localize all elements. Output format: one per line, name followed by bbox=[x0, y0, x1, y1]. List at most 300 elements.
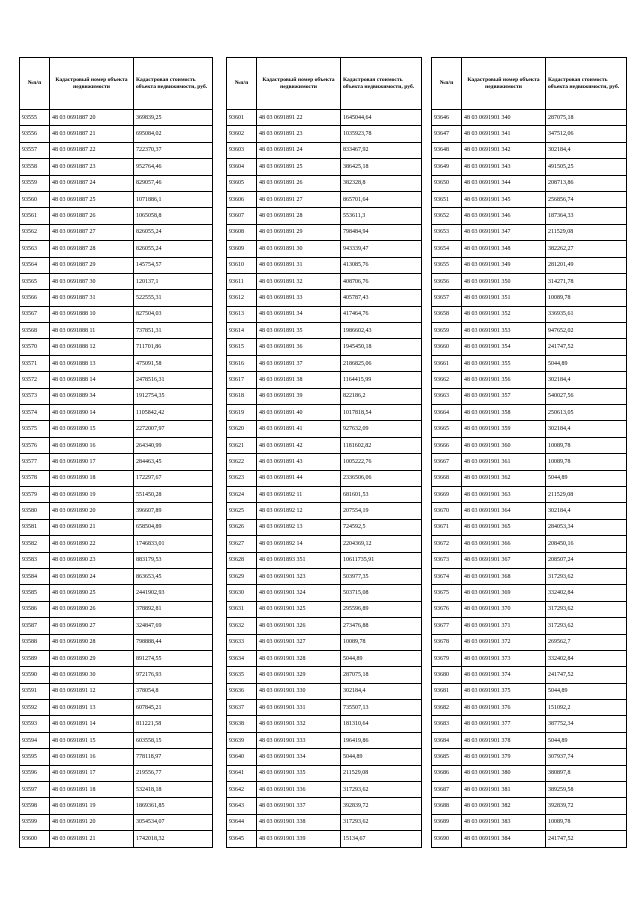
table-row bbox=[227, 519, 422, 535]
table-row bbox=[20, 618, 213, 634]
cadastral-value-cell: 5044,89 bbox=[546, 732, 627, 748]
cadastral-number-cell: 48 03 0691891 41 bbox=[257, 421, 341, 437]
cadastral-value-cell: 2441902,93 bbox=[134, 585, 213, 601]
cadastral-number-cell: 48 03 0691891 16 bbox=[50, 749, 134, 765]
table-row bbox=[227, 273, 422, 289]
table-row bbox=[227, 159, 422, 175]
row-num-cell: 93628 bbox=[227, 552, 257, 568]
row-num-cell: 93645 bbox=[227, 831, 257, 847]
row-num-cell: 93640 bbox=[227, 749, 257, 765]
cadastral-value-cell: 737851,31 bbox=[134, 323, 213, 339]
table-row bbox=[432, 224, 627, 240]
cadastral-value-cell: 380897,8 bbox=[546, 765, 627, 781]
cadastral-number-cell: 48 03 0691901 371 bbox=[462, 618, 546, 634]
cadastral-value-cell: 317293,62 bbox=[546, 568, 627, 584]
table-row bbox=[227, 503, 422, 519]
table-row bbox=[432, 814, 627, 830]
cadastral-value-cell: 386425,18 bbox=[341, 159, 422, 175]
cadastral-value-cell: 208713,86 bbox=[546, 175, 627, 191]
table-row bbox=[227, 454, 422, 470]
row-num-cell: 93556 bbox=[20, 126, 50, 142]
cadastral-number-cell: 48 03 0691891 34 bbox=[257, 306, 341, 322]
cadastral-number-cell: 48 03 0691901 361 bbox=[462, 454, 546, 470]
cadastral-number-cell: 48 03 0691888 12 bbox=[50, 339, 134, 355]
cadastral-number-cell: 48 03 0691887 24 bbox=[50, 175, 134, 191]
header-num: №п/п bbox=[432, 58, 462, 110]
cadastral-number-cell: 48 03 0691888 14 bbox=[50, 372, 134, 388]
cadastral-value-cell: 378054,8 bbox=[134, 683, 213, 699]
cadastral-table-1 bbox=[19, 57, 213, 848]
table-row bbox=[432, 831, 627, 847]
table-row bbox=[432, 388, 627, 404]
cadastral-number-cell: 48 03 0691891 43 bbox=[257, 454, 341, 470]
cadastral-value-cell: 287075,18 bbox=[341, 667, 422, 683]
table-row bbox=[432, 700, 627, 716]
cadastral-number-cell: 48 03 0691901 336 bbox=[257, 782, 341, 798]
cadastral-value-cell: 1181602,82 bbox=[341, 437, 422, 453]
row-num-cell: 93615 bbox=[227, 339, 257, 355]
table-header-row bbox=[432, 58, 627, 110]
cadastral-number-cell: 48 03 0691901 331 bbox=[257, 700, 341, 716]
row-num-cell: 93577 bbox=[20, 454, 50, 470]
cadastral-number-cell: 48 03 0691901 366 bbox=[462, 536, 546, 552]
table-row bbox=[20, 782, 213, 798]
cadastral-value-cell: 1017818,54 bbox=[341, 405, 422, 421]
cadastral-number-cell: 48 03 0691891 35 bbox=[257, 323, 341, 339]
row-num-cell: 93688 bbox=[432, 798, 462, 814]
cadastral-value-cell: 264340,99 bbox=[134, 437, 213, 453]
row-num-cell: 93590 bbox=[20, 667, 50, 683]
row-num-cell: 93637 bbox=[227, 700, 257, 716]
table-row bbox=[20, 159, 213, 175]
table-row bbox=[227, 175, 422, 191]
table-row bbox=[20, 306, 213, 322]
table-row bbox=[20, 126, 213, 142]
cadastral-value-cell: 551450,28 bbox=[134, 486, 213, 502]
cadastral-value-cell: 336935,61 bbox=[546, 306, 627, 322]
table-row bbox=[432, 372, 627, 388]
cadastral-number-cell: 48 03 0691901 376 bbox=[462, 700, 546, 716]
cadastral-number-cell: 48 03 0691901 344 bbox=[462, 175, 546, 191]
cadastral-table-3 bbox=[431, 57, 627, 848]
row-num-cell: 93646 bbox=[432, 110, 462, 126]
row-num-cell: 93608 bbox=[227, 224, 257, 240]
cadastral-number-cell: 48 03 0691901 333 bbox=[257, 732, 341, 748]
cadastral-value-cell: 256856,74 bbox=[546, 191, 627, 207]
cadastral-value-cell: 798888,44 bbox=[134, 634, 213, 650]
row-num-cell: 93584 bbox=[20, 568, 50, 584]
table-row bbox=[432, 421, 627, 437]
cadastral-value-cell: 711701,86 bbox=[134, 339, 213, 355]
table-row bbox=[20, 339, 213, 355]
cadastral-number-cell: 48 03 0691901 335 bbox=[257, 765, 341, 781]
cadastral-number-cell: 48 03 0691887 26 bbox=[50, 208, 134, 224]
cadastral-value-cell: 2478516,31 bbox=[134, 372, 213, 388]
row-num-cell: 93574 bbox=[20, 405, 50, 421]
cadastral-number-cell: 48 03 0691901 329 bbox=[257, 667, 341, 683]
cadastral-value-cell: 302184,4 bbox=[546, 421, 627, 437]
table-row bbox=[20, 568, 213, 584]
table-row bbox=[227, 667, 422, 683]
cadastral-value-cell: 332402,84 bbox=[546, 650, 627, 666]
cadastral-number-cell: 48 03 0691901 353 bbox=[462, 323, 546, 339]
cadastral-value-cell: 207554,19 bbox=[341, 503, 422, 519]
table-row bbox=[20, 700, 213, 716]
row-num-cell: 93683 bbox=[432, 716, 462, 732]
cadastral-number-cell: 48 03 0691887 22 bbox=[50, 142, 134, 158]
row-num-cell: 93619 bbox=[227, 405, 257, 421]
cadastral-number-cell: 48 03 0691901 373 bbox=[462, 650, 546, 666]
cadastral-number-cell: 48 03 0691891 19 bbox=[50, 798, 134, 814]
cadastral-value-cell: 417464,76 bbox=[341, 306, 422, 322]
row-num-cell: 93594 bbox=[20, 732, 50, 748]
cadastral-value-cell: 10089,78 bbox=[546, 454, 627, 470]
cadastral-value-cell: 120137,1 bbox=[134, 273, 213, 289]
table-row bbox=[227, 191, 422, 207]
row-num-cell: 93622 bbox=[227, 454, 257, 470]
cadastral-value-cell: 382328,8 bbox=[341, 175, 422, 191]
table-row bbox=[432, 470, 627, 486]
cadastral-value-cell: 10089,78 bbox=[341, 634, 422, 650]
cadastral-number-cell: 48 03 0691901 325 bbox=[257, 601, 341, 617]
table-row bbox=[432, 290, 627, 306]
table-row bbox=[20, 273, 213, 289]
table-row bbox=[432, 585, 627, 601]
cadastral-value-cell: 1164415,99 bbox=[341, 372, 422, 388]
row-num-cell: 93601 bbox=[227, 110, 257, 126]
cadastral-number-cell: 48 03 0691890 14 bbox=[50, 405, 134, 421]
header-cadastral-number: Кадастровый номер объекта недвижимости bbox=[50, 58, 134, 110]
table-row bbox=[20, 470, 213, 486]
row-num-cell: 93642 bbox=[227, 782, 257, 798]
row-num-cell: 93668 bbox=[432, 470, 462, 486]
cadastral-value-cell: 314271,78 bbox=[546, 273, 627, 289]
row-num-cell: 93673 bbox=[432, 552, 462, 568]
cadastral-value-cell: 658504,89 bbox=[134, 519, 213, 535]
row-num-cell: 93685 bbox=[432, 749, 462, 765]
table-row bbox=[432, 568, 627, 584]
cadastral-value-cell: 284463,45 bbox=[134, 454, 213, 470]
row-num-cell: 93626 bbox=[227, 519, 257, 535]
row-num-cell: 93687 bbox=[432, 782, 462, 798]
table-row bbox=[227, 339, 422, 355]
cadastral-number-cell: 48 03 0691890 15 bbox=[50, 421, 134, 437]
table-row bbox=[227, 585, 422, 601]
table-row bbox=[432, 503, 627, 519]
cadastral-value-cell: 392839,72 bbox=[341, 798, 422, 814]
cadastral-value-cell: 863653,45 bbox=[134, 568, 213, 584]
cadastral-value-cell: 317293,62 bbox=[546, 601, 627, 617]
cadastral-number-cell: 48 03 0691891 12 bbox=[50, 683, 134, 699]
cadastral-number-cell: 48 03 0691890 24 bbox=[50, 568, 134, 584]
table-row bbox=[227, 355, 422, 371]
cadastral-number-cell: 48 03 0691891 37 bbox=[257, 355, 341, 371]
cadastral-number-cell: 48 03 0691887 29 bbox=[50, 257, 134, 273]
cadastral-value-cell: 778118,97 bbox=[134, 749, 213, 765]
cadastral-number-cell: 48 03 0691901 359 bbox=[462, 421, 546, 437]
row-num-cell: 93596 bbox=[20, 765, 50, 781]
cadastral-value-cell: 1071886,1 bbox=[134, 191, 213, 207]
cadastral-value-cell: 317293,62 bbox=[341, 782, 422, 798]
row-num-cell: 93588 bbox=[20, 634, 50, 650]
cadastral-number-cell: 48 03 0691901 338 bbox=[257, 814, 341, 830]
table-row bbox=[227, 798, 422, 814]
header-num: №п/п bbox=[20, 58, 50, 110]
cadastral-value-cell: 241747,52 bbox=[546, 667, 627, 683]
table-row bbox=[20, 634, 213, 650]
row-num-cell: 93609 bbox=[227, 241, 257, 257]
cadastral-value-cell: 2336506,06 bbox=[341, 470, 422, 486]
row-num-cell: 93611 bbox=[227, 273, 257, 289]
cadastral-number-cell: 48 03 0691891 18 bbox=[50, 782, 134, 798]
cadastral-number-cell: 48 03 0691901 330 bbox=[257, 683, 341, 699]
table-row bbox=[432, 306, 627, 322]
cadastral-value-cell: 3054534,07 bbox=[134, 814, 213, 830]
cadastral-number-cell: 48 03 0691901 355 bbox=[462, 355, 546, 371]
cadastral-value-cell: 475091,58 bbox=[134, 355, 213, 371]
header-cadastral-value: Кадастровая стоимость объекта недвижимости, руб. bbox=[341, 58, 422, 110]
row-num-cell: 93602 bbox=[227, 126, 257, 142]
cadastral-value-cell: 5044,89 bbox=[341, 650, 422, 666]
cadastral-value-cell: 5044,89 bbox=[546, 470, 627, 486]
row-num-cell: 93610 bbox=[227, 257, 257, 273]
row-num-cell: 93660 bbox=[432, 339, 462, 355]
cadastral-value-cell: 1986602,43 bbox=[341, 323, 422, 339]
row-num-cell: 93634 bbox=[227, 650, 257, 666]
cadastral-number-cell: 48 03 0691891 39 bbox=[257, 388, 341, 404]
cadastral-value-cell: 302184,4 bbox=[546, 142, 627, 158]
row-num-cell: 93572 bbox=[20, 372, 50, 388]
row-num-cell: 93620 bbox=[227, 421, 257, 437]
table-row bbox=[20, 175, 213, 191]
row-num-cell: 93627 bbox=[227, 536, 257, 552]
cadastral-value-cell: 151092,2 bbox=[546, 700, 627, 716]
cadastral-number-cell: 48 03 0691888 11 bbox=[50, 323, 134, 339]
row-num-cell: 93606 bbox=[227, 191, 257, 207]
cadastral-value-cell: 392839,72 bbox=[546, 798, 627, 814]
cadastral-number-cell: 48 03 0691887 28 bbox=[50, 241, 134, 257]
cadastral-number-cell: 48 03 0691901 346 bbox=[462, 208, 546, 224]
table-row bbox=[432, 519, 627, 535]
cadastral-value-cell: 250613,05 bbox=[546, 405, 627, 421]
row-num-cell: 93635 bbox=[227, 667, 257, 683]
row-num-cell: 93586 bbox=[20, 601, 50, 617]
row-num-cell: 93607 bbox=[227, 208, 257, 224]
table-header-row bbox=[227, 58, 422, 110]
table-row bbox=[227, 110, 422, 126]
cadastral-number-cell: 48 03 0691891 42 bbox=[257, 437, 341, 453]
table-row bbox=[432, 798, 627, 814]
row-num-cell: 93676 bbox=[432, 601, 462, 617]
cadastral-number-cell: 48 03 0691890 27 bbox=[50, 618, 134, 634]
cadastral-value-cell: 413085,76 bbox=[341, 257, 422, 273]
row-num-cell: 93674 bbox=[432, 568, 462, 584]
cadastral-value-cell: 317293,62 bbox=[546, 618, 627, 634]
table-row bbox=[20, 601, 213, 617]
table-row bbox=[227, 700, 422, 716]
cadastral-value-cell: 826055,24 bbox=[134, 224, 213, 240]
row-num-cell: 93659 bbox=[432, 323, 462, 339]
cadastral-value-cell: 1645044,64 bbox=[341, 110, 422, 126]
table-row bbox=[227, 126, 422, 142]
cadastral-number-cell: 48 03 0691891 28 bbox=[257, 208, 341, 224]
cadastral-value-cell: 822186,2 bbox=[341, 388, 422, 404]
table-row bbox=[432, 273, 627, 289]
table-row bbox=[20, 585, 213, 601]
row-num-cell: 93680 bbox=[432, 667, 462, 683]
cadastral-number-cell: 48 03 0691901 347 bbox=[462, 224, 546, 240]
table-row bbox=[20, 241, 213, 257]
cadastral-value-cell: 532418,18 bbox=[134, 782, 213, 798]
table-row bbox=[227, 765, 422, 781]
cadastral-number-cell: 48 03 0691891 38 bbox=[257, 372, 341, 388]
header-cadastral-number: Кадастровый номер объекта недвижимости bbox=[257, 58, 341, 110]
cadastral-value-cell: 927632,09 bbox=[341, 421, 422, 437]
table-row bbox=[227, 372, 422, 388]
cadastral-value-cell: 196419,86 bbox=[341, 732, 422, 748]
cadastral-number-cell: 48 03 0691891 21 bbox=[50, 831, 134, 847]
cadastral-number-cell: 48 03 0691890 20 bbox=[50, 503, 134, 519]
table-row bbox=[20, 257, 213, 273]
cadastral-number-cell: 48 03 0691892 14 bbox=[257, 536, 341, 552]
cadastral-value-cell: 1105842,42 bbox=[134, 405, 213, 421]
cadastral-value-cell: 1869361,85 bbox=[134, 798, 213, 814]
cadastral-value-cell: 2204369,12 bbox=[341, 536, 422, 552]
table-row bbox=[20, 831, 213, 847]
cadastral-number-cell: 48 03 0691901 334 bbox=[257, 749, 341, 765]
table-row bbox=[432, 683, 627, 699]
cadastral-number-cell: 48 03 0691901 340 bbox=[462, 110, 546, 126]
table-row bbox=[20, 536, 213, 552]
row-num-cell: 93690 bbox=[432, 831, 462, 847]
cadastral-value-cell: 181310,64 bbox=[341, 716, 422, 732]
row-num-cell: 93649 bbox=[432, 159, 462, 175]
table-row bbox=[432, 241, 627, 257]
cadastral-number-cell: 48 03 0691901 360 bbox=[462, 437, 546, 453]
cadastral-number-cell: 48 03 0691887 31 bbox=[50, 290, 134, 306]
cadastral-number-cell: 48 03 0691892 12 bbox=[257, 503, 341, 519]
table-row bbox=[20, 552, 213, 568]
table-row bbox=[20, 437, 213, 453]
row-num-cell: 93600 bbox=[20, 831, 50, 847]
cadastral-value-cell: 503977,35 bbox=[341, 568, 422, 584]
cadastral-value-cell: 241747,52 bbox=[546, 831, 627, 847]
row-num-cell: 93580 bbox=[20, 503, 50, 519]
table-row bbox=[432, 552, 627, 568]
table-row bbox=[20, 749, 213, 765]
table-row bbox=[432, 159, 627, 175]
cadastral-value-cell: 1035923,78 bbox=[341, 126, 422, 142]
cadastral-number-cell: 48 03 0691891 20 bbox=[50, 814, 134, 830]
row-num-cell: 93612 bbox=[227, 290, 257, 306]
table-row bbox=[20, 388, 213, 404]
table-row bbox=[227, 650, 422, 666]
cadastral-number-cell: 48 03 0691890 22 bbox=[50, 536, 134, 552]
table-row bbox=[20, 290, 213, 306]
cadastral-number-cell: 48 03 0691901 343 bbox=[462, 159, 546, 175]
row-num-cell: 93582 bbox=[20, 536, 50, 552]
table-row bbox=[227, 208, 422, 224]
row-num-cell: 93598 bbox=[20, 798, 50, 814]
cadastral-number-cell: 48 03 0691888 13 bbox=[50, 355, 134, 371]
cadastral-number-cell: 48 03 0691890 26 bbox=[50, 601, 134, 617]
table-row bbox=[432, 634, 627, 650]
cadastral-value-cell: 389259,58 bbox=[546, 782, 627, 798]
table-body bbox=[20, 110, 213, 848]
cadastral-value-cell: 273476,88 bbox=[341, 618, 422, 634]
table-row bbox=[20, 405, 213, 421]
cadastral-value-cell: 396607,89 bbox=[134, 503, 213, 519]
row-num-cell: 93617 bbox=[227, 372, 257, 388]
cadastral-number-cell: 48 03 0691891 14 bbox=[50, 716, 134, 732]
cadastral-number-cell: 48 03 0691901 327 bbox=[257, 634, 341, 650]
row-num-cell: 93661 bbox=[432, 355, 462, 371]
row-num-cell: 93631 bbox=[227, 601, 257, 617]
cadastral-value-cell: 5044,89 bbox=[341, 749, 422, 765]
row-num-cell: 93578 bbox=[20, 470, 50, 486]
cadastral-value-cell: 408706,76 bbox=[341, 273, 422, 289]
table-row bbox=[20, 454, 213, 470]
cadastral-number-cell: 48 03 0691892 11 bbox=[257, 486, 341, 502]
table-row bbox=[227, 749, 422, 765]
cadastral-value-cell: 378892,81 bbox=[134, 601, 213, 617]
row-num-cell: 93573 bbox=[20, 388, 50, 404]
cadastral-value-cell: 332402,84 bbox=[546, 585, 627, 601]
cadastral-value-cell: 208450,16 bbox=[546, 536, 627, 552]
row-num-cell: 93564 bbox=[20, 257, 50, 273]
cadastral-number-cell: 48 03 0691890 16 bbox=[50, 437, 134, 453]
cadastral-value-cell: 1912754,35 bbox=[134, 388, 213, 404]
table-row bbox=[432, 716, 627, 732]
header-cadastral-number: Кадастровый номер объекта недвижимости bbox=[462, 58, 546, 110]
cadastral-value-cell: 943339,47 bbox=[341, 241, 422, 257]
cadastral-value-cell: 302184,4 bbox=[546, 503, 627, 519]
table-row bbox=[227, 241, 422, 257]
cadastral-number-cell: 48 03 0691891 36 bbox=[257, 339, 341, 355]
cadastral-value-cell: 269562,7 bbox=[546, 634, 627, 650]
row-num-cell: 93664 bbox=[432, 405, 462, 421]
row-num-cell: 93555 bbox=[20, 110, 50, 126]
row-num-cell: 93669 bbox=[432, 486, 462, 502]
cadastral-value-cell: 891274,55 bbox=[134, 650, 213, 666]
cadastral-number-cell: 48 03 0691891 25 bbox=[257, 159, 341, 175]
row-num-cell: 93633 bbox=[227, 634, 257, 650]
cadastral-number-cell: 48 03 0691901 342 bbox=[462, 142, 546, 158]
row-num-cell: 93670 bbox=[432, 503, 462, 519]
cadastral-value-cell: 187364,33 bbox=[546, 208, 627, 224]
row-num-cell: 93686 bbox=[432, 765, 462, 781]
cadastral-number-cell: 48 03 0691890 23 bbox=[50, 552, 134, 568]
table-row bbox=[432, 405, 627, 421]
cadastral-number-cell: 48 03 0691901 363 bbox=[462, 486, 546, 502]
cadastral-number-cell: 48 03 0691901 377 bbox=[462, 716, 546, 732]
table-row bbox=[432, 175, 627, 191]
table-row bbox=[227, 536, 422, 552]
row-num-cell: 93558 bbox=[20, 159, 50, 175]
cadastral-number-cell: 48 03 0691901 324 bbox=[257, 585, 341, 601]
table-row bbox=[20, 503, 213, 519]
row-num-cell: 93570 bbox=[20, 339, 50, 355]
row-num-cell: 93655 bbox=[432, 257, 462, 273]
table-row bbox=[227, 814, 422, 830]
cadastral-value-cell: 540027,56 bbox=[546, 388, 627, 404]
cadastral-value-cell: 208507,24 bbox=[546, 552, 627, 568]
cadastral-value-cell: 295596,89 bbox=[341, 601, 422, 617]
cadastral-number-cell: 48 03 0691901 364 bbox=[462, 503, 546, 519]
table-row bbox=[432, 191, 627, 207]
row-num-cell: 93560 bbox=[20, 191, 50, 207]
cadastral-number-cell: 48 03 0691901 326 bbox=[257, 618, 341, 634]
